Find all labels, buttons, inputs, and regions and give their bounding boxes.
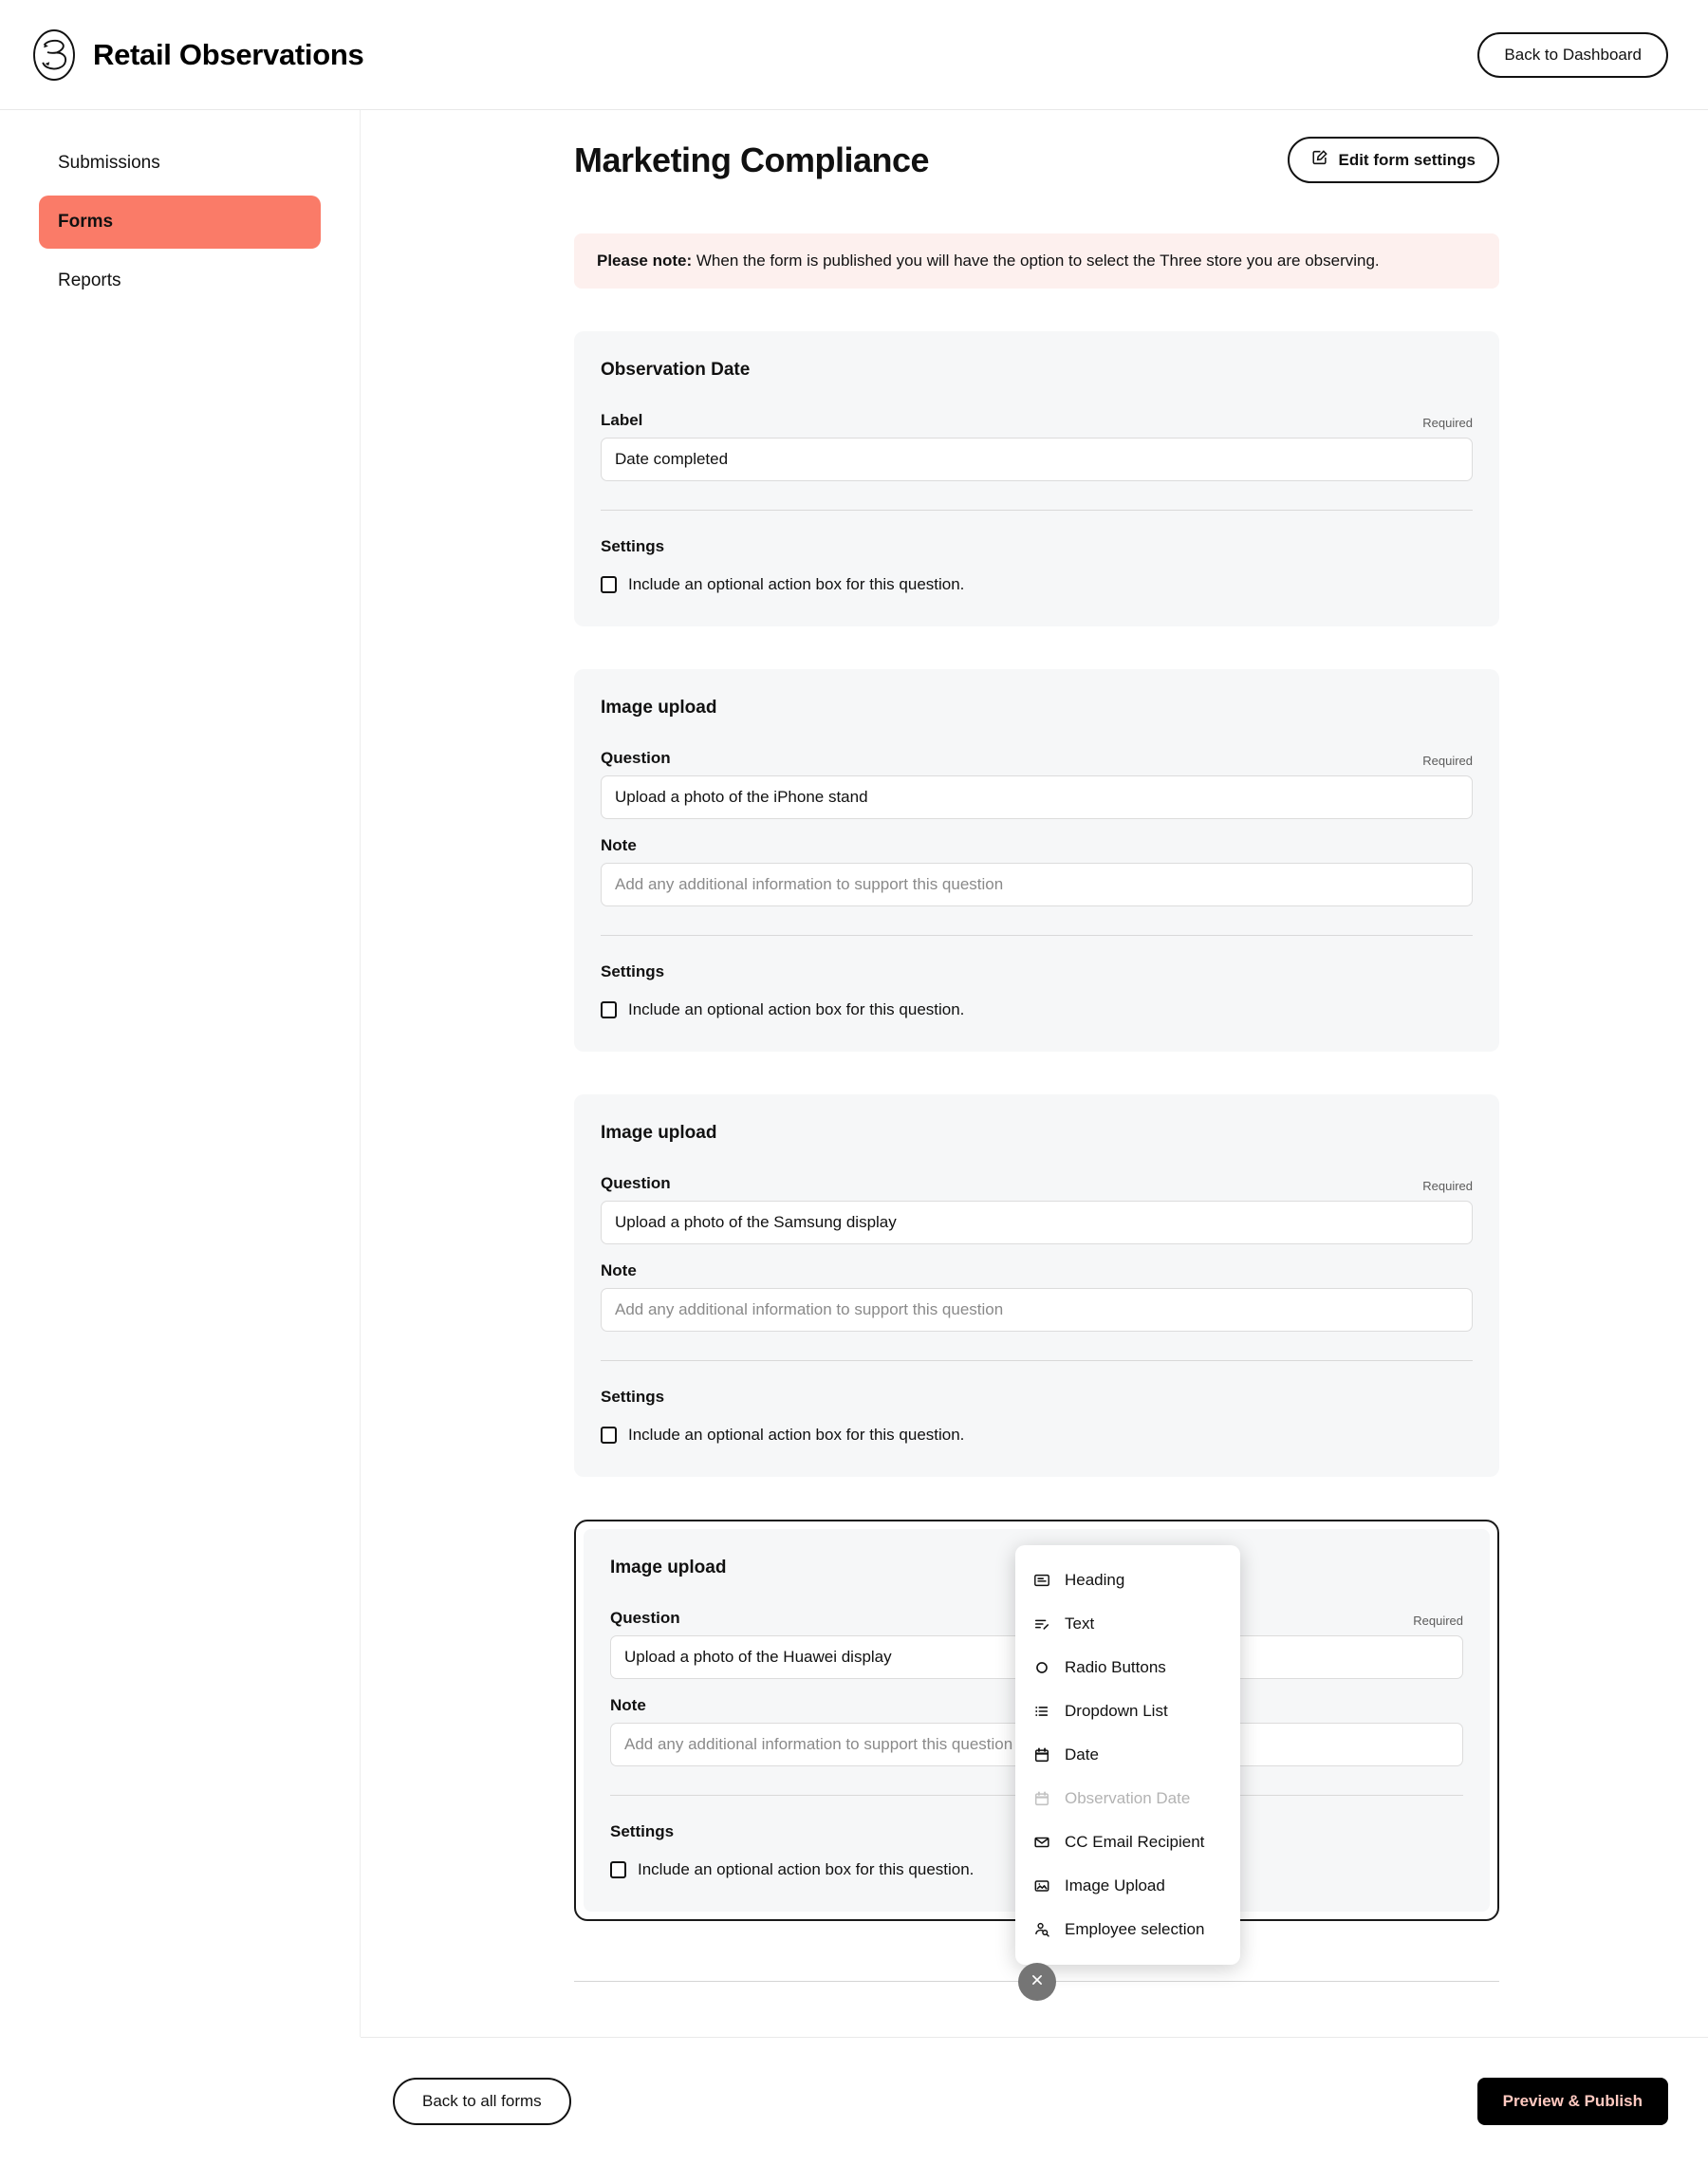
menu-item-label: Image Upload: [1065, 1876, 1165, 1894]
sidebar-item-label: Submissions: [58, 153, 160, 173]
menu-item-label: Dropdown List: [1065, 1702, 1168, 1720]
pencil-square-icon: [1311, 149, 1328, 171]
action-box-checkbox[interactable]: [601, 576, 617, 593]
action-box-label: Include an optional action box for this question.: [628, 1000, 965, 1018]
notice-text: When the form is published you will have the option to select the Three store you are observing.: [696, 252, 1380, 270]
action-box-setting[interactable]: [601, 1426, 1473, 1445]
edit-form-settings-button[interactable]: [1288, 137, 1499, 183]
menu-item-label: Text: [1065, 1614, 1095, 1633]
envelope-icon: [1032, 1833, 1051, 1852]
field-label-input[interactable]: [601, 438, 1473, 481]
required-tag: Required: [1422, 1179, 1473, 1193]
radio-circle-icon: [1032, 1658, 1051, 1677]
form-field-card[interactable]: [574, 669, 1499, 1052]
required-tag: Required: [1413, 1614, 1463, 1628]
menu-item-text[interactable]: [1015, 1602, 1240, 1646]
menu-item-label: Radio Buttons: [1065, 1658, 1166, 1676]
settings-title: Settings: [601, 962, 665, 980]
sidebar-item-label: Forms: [58, 212, 114, 232]
field-label: Question: [610, 1609, 680, 1627]
preview-publish-button[interactable]: Preview & Publish: [1477, 2078, 1668, 2125]
field-kind-label: Observation Date: [601, 360, 751, 380]
action-box-checkbox[interactable]: [601, 1001, 617, 1018]
action-box-setting[interactable]: [601, 1000, 1473, 1019]
action-box-checkbox[interactable]: [601, 1427, 617, 1444]
field-kind-label: Image upload: [610, 1558, 727, 1577]
brand-title: Retail Observations: [93, 37, 364, 71]
menu-item-cc-email-recipient[interactable]: [1015, 1820, 1240, 1864]
note-label: Note: [601, 836, 637, 854]
text-icon: [1032, 1614, 1051, 1633]
notice-banner: [574, 233, 1499, 289]
back-to-dashboard-button[interactable]: Back to Dashboard: [1477, 32, 1668, 78]
menu-item-label: Employee selection: [1065, 1920, 1205, 1938]
field-note-input[interactable]: [601, 1288, 1473, 1332]
required-tag: Required: [1422, 416, 1473, 430]
menu-item-heading[interactable]: [1015, 1558, 1240, 1602]
menu-item-label: CC Email Recipient: [1065, 1833, 1205, 1851]
form-field-card[interactable]: [574, 1094, 1499, 1477]
sidebar: [0, 110, 361, 2037]
field-kind-label: Image upload: [601, 698, 717, 718]
menu-item-date[interactable]: [1015, 1733, 1240, 1777]
action-box-label: Include an optional action box for this question.: [628, 1426, 965, 1444]
sidebar-item-submissions[interactable]: [39, 137, 321, 190]
card-divider: [601, 510, 1473, 511]
menu-item-dropdown-list[interactable]: [1015, 1689, 1240, 1733]
add-field-row: [574, 1963, 1499, 2001]
close-add-field-button[interactable]: [1018, 1963, 1056, 2001]
app-header: [0, 0, 1708, 110]
action-box-checkbox[interactable]: [610, 1861, 626, 1878]
edit-form-settings-label: Edit form settings: [1338, 150, 1476, 169]
heading-icon: [1032, 1571, 1051, 1590]
page-title: Marketing Compliance: [574, 140, 930, 179]
person-search-icon: [1032, 1920, 1051, 1939]
field-label: Question: [601, 1174, 671, 1192]
field-question-input[interactable]: [601, 775, 1473, 819]
image-icon: [1032, 1876, 1051, 1895]
footer-bar: [361, 2037, 1708, 2165]
form-fields-list: [574, 331, 1499, 1938]
sidebar-item-reports[interactable]: [39, 254, 321, 308]
note-label: Note: [601, 1261, 637, 1279]
field-question-input[interactable]: [601, 1201, 1473, 1244]
field-type-menu[interactable]: [1015, 1545, 1240, 1965]
form-field-card[interactable]: [574, 331, 1499, 626]
field-note-input[interactable]: [601, 863, 1473, 906]
sidebar-item-label: Reports: [58, 271, 121, 290]
calendar-icon: [1032, 1789, 1051, 1808]
field-label: Question: [601, 749, 671, 767]
list-icon: [1032, 1702, 1051, 1721]
menu-item-employee-selection[interactable]: [1015, 1908, 1240, 1951]
menu-item-label: Heading: [1065, 1571, 1125, 1589]
menu-item-observation-date: [1015, 1777, 1240, 1820]
action-box-label: Include an optional action box for this question.: [628, 575, 965, 593]
menu-item-radio-buttons[interactable]: [1015, 1646, 1240, 1689]
required-tag: Required: [1422, 754, 1473, 768]
menu-item-image-upload[interactable]: [1015, 1864, 1240, 1908]
main-content: [361, 110, 1708, 2037]
field-label: Label: [601, 411, 643, 429]
three-logo-icon: [32, 29, 76, 81]
close-icon: [1029, 1971, 1046, 1993]
card-divider: [601, 935, 1473, 936]
back-to-all-forms-button[interactable]: Back to all forms: [393, 2078, 571, 2125]
form-field-card-selected[interactable]: [574, 1520, 1499, 1938]
card-divider: [601, 1360, 1473, 1361]
menu-item-label: Observation Date: [1065, 1789, 1191, 1807]
action-box-setting[interactable]: [601, 575, 1473, 594]
notice-strong: Please note:: [597, 252, 693, 270]
sidebar-item-forms[interactable]: [39, 196, 321, 249]
settings-title: Settings: [601, 537, 665, 555]
page-header: [361, 110, 1708, 183]
settings-title: Settings: [601, 1388, 665, 1406]
note-label: Note: [610, 1696, 646, 1714]
field-kind-label: Image upload: [601, 1123, 717, 1143]
action-box-label: Include an optional action box for this question.: [638, 1860, 975, 1878]
brand: [32, 29, 363, 81]
settings-title: Settings: [610, 1822, 675, 1840]
calendar-icon: [1032, 1745, 1051, 1764]
menu-item-label: Date: [1065, 1745, 1099, 1764]
